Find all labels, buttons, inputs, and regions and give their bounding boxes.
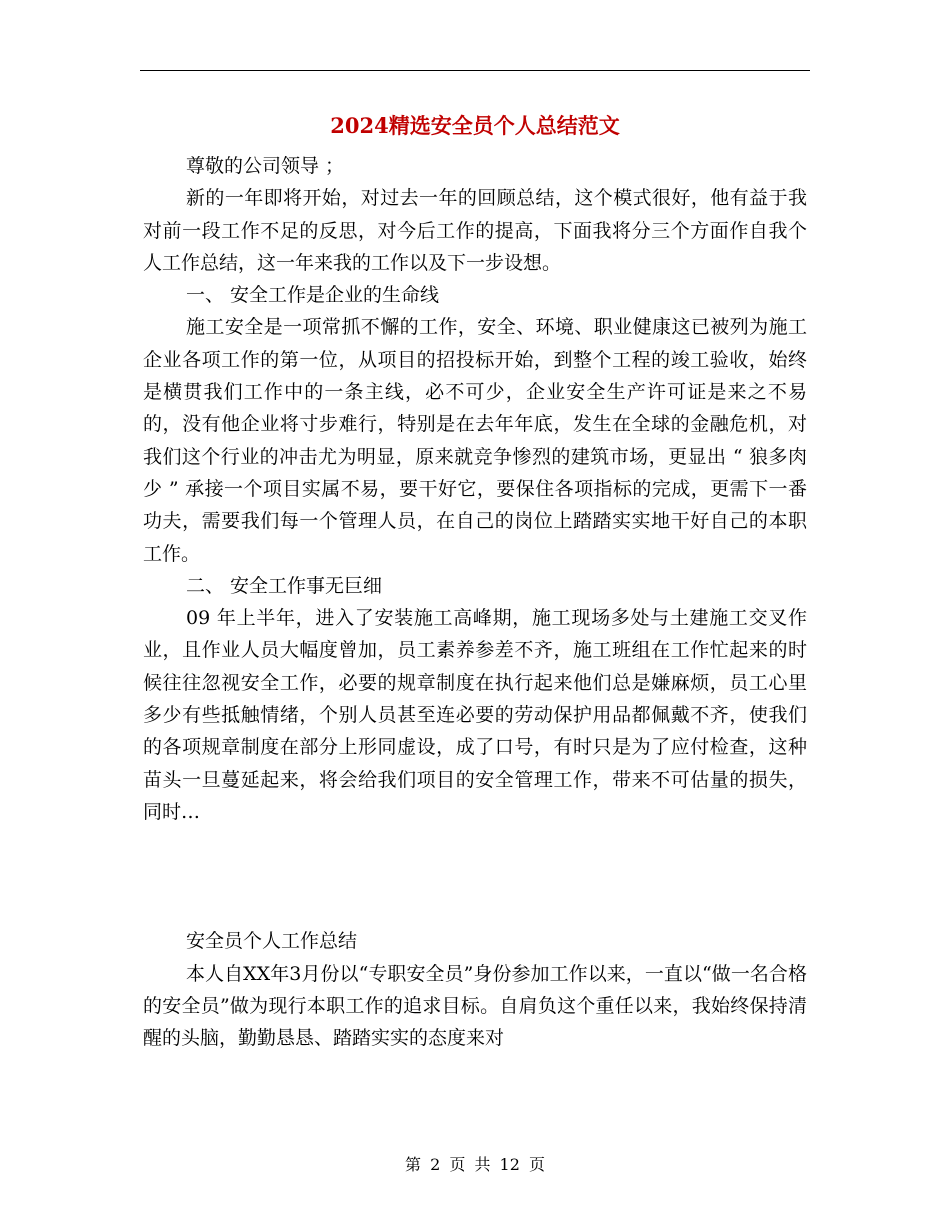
header-rule [140, 70, 810, 71]
intro-paragraph: 新的一年即将开始，对过去一年的回顾总结，这个模式很好，他有益于我对前一段工作不足的反思，对今后工作的提高，下面我将分三个方面作自我个人工作总结，这一年来我的工作以及下一步设想。 [143, 187, 807, 274]
section-paragraph-2: 09 年上半年，进入了安装施工高峰期，施工现场多处与土建施工交叉作业，且作业人员大幅度曾加，员工素养参差不齐，施工班组在工作忙起来的时候往往忽视安全工作，必要的规章制度在执行起来他们总是嫌麻烦，员工心里多少有些抵触情绪，个别人员甚至连必要的劳动保护用品都佩戴不齐，使我们的各项规章制度在部分上形同虚设，成了口号，有时只是为了应付检查，这种苗头一旦蔓延起来，将会给我们项目的安全管理工作，带来不可估量的损失，同时… [143, 607, 807, 823]
document-body [143, 150, 807, 1054]
second-article-heading: 安全员个人工作总结 [186, 930, 358, 953]
salutation: 尊敬的公司领导 ； [186, 155, 345, 177]
section-heading-2: 二、 安全工作事无巨细 [186, 574, 383, 597]
section-paragraph-1: 施工安全是一项常抓不懈的工作，安全、环境、职业健康这已被列为施工企业各项工作的第一位，从项目的招投标开始，到整个工程的竣工验收，始终是横贯我们工作中的一条主线，必不可少，企业安全生产许可证是来之不易的，没有他企业将寸步难行，特别是在去年年底，发生在全球的金融危机，对我们这个行业的冲击尤为明显，原来就竞争惨烈的建筑市场，更显出 “ 狼多肉少 ” 承接一个项目实属不易，要干好它，要保住各项指标的完成，更需下一番功夫，需要我们每一个管理人员，在自己的岗位上踏踏实实地干好自己的本职工作。 [143, 316, 807, 565]
document-title: 2024精选安全员个人总结范文 [330, 113, 620, 138]
section-heading-1: 一、 安全工作是企业的生命线 [186, 284, 440, 307]
second-article-paragraph: 本人自XX年3月份以“专职安全员”身份参加工作以来，一直以“做一名合格的安全员”做为现行本职工作的追求目标。自肩负这个重任以来，我始终保持清醒的头脑，勤勤恳恳、踏踏实实的态度来对 [143, 962, 807, 1050]
page-number-footer: 第 2 页 共 12 页 [405, 1155, 545, 1174]
